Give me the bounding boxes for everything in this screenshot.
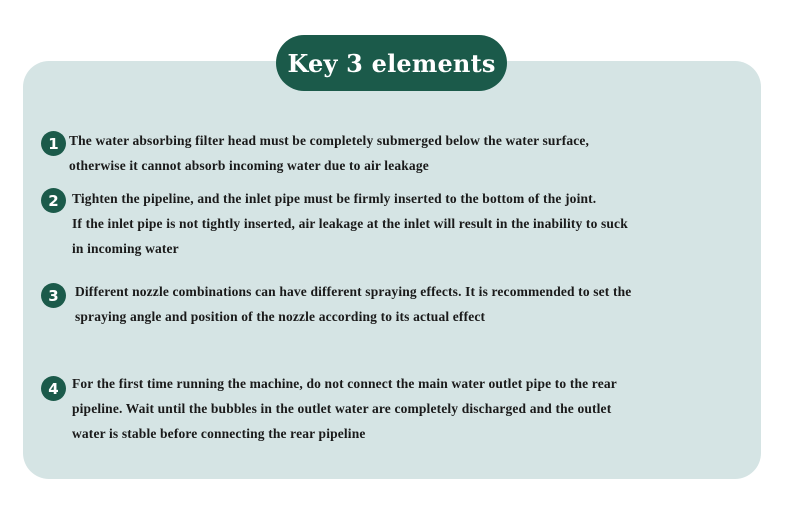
number-badge: 1 <box>41 131 66 156</box>
number-badge: 4 <box>41 376 66 401</box>
item-text: Tighten the pipeline, and the inlet pipe must be firmly inserted to the bottom of the joint. If the inlet pipe is not tightly inserted, air leakage at the inlet will result in the inability to suck in incoming water <box>72 191 628 256</box>
number-badge: 2 <box>41 188 66 213</box>
page-title: Key 3 elements <box>276 35 507 91</box>
item-text: The water absorbing filter head must be completely submerged below the water surface, otherwise it cannot absorb incoming water due to air leakage <box>69 133 590 173</box>
item-text: Different nozzle combinations can have different spraying effects. It is recommended to set the spraying angle and position of the nozzle according to its actual effect <box>75 284 632 324</box>
number-badge: 3 <box>41 283 66 308</box>
item-text: For the first time running the machine, do not connect the main water outlet pipe to the rear pipeline. Wait until the bubbles in the outlet water are completely discharged and the outlet water is stable before connecting the rear pipeline <box>72 376 617 441</box>
